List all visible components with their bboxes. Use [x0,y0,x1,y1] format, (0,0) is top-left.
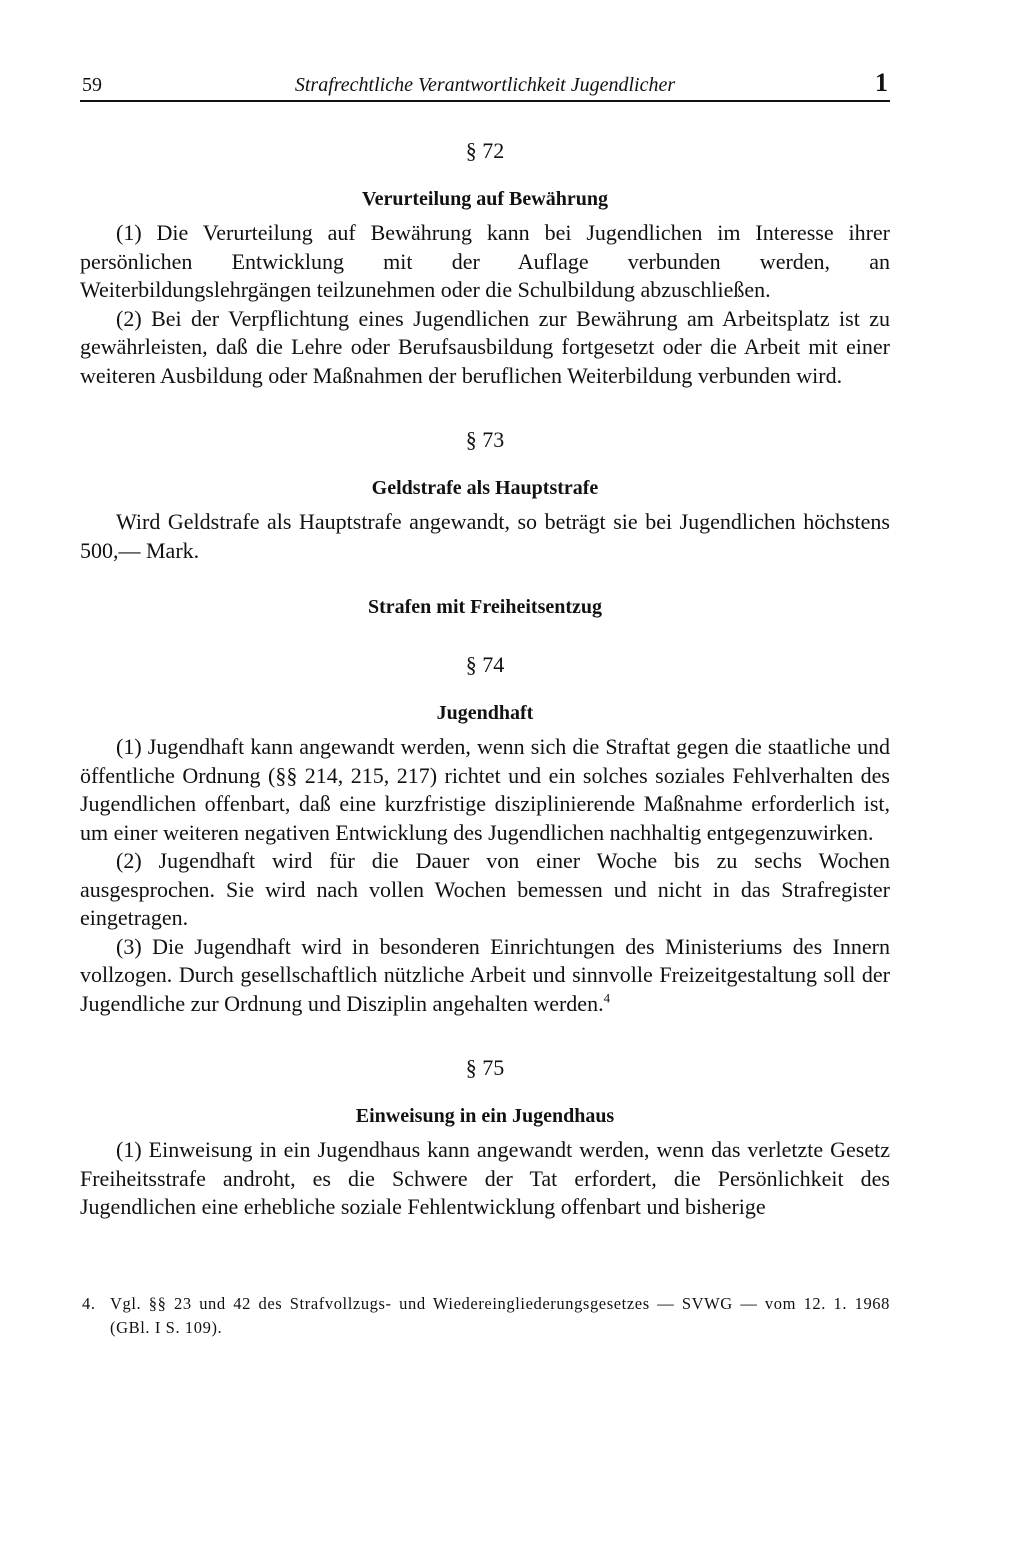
section-title: Verurteilung auf Bewährung [362,188,608,210]
footnote-number: 4. [82,1294,96,1313]
paragraph: (2) Jugendhaft wird für die Dauer von einer Woche bis zu sechs Wochen ausgesprochen. Sie wird nach vollen Wochen bemessen und nicht in das Strafregister eingetragen. [80,848,890,930]
footnote-text: Vgl. §§ 23 und 42 des Strafvollzugs- und Wiedereingliederungsgesetzes — SVWG — vom 12. 1. 1968 (GBl. I S. 109). [110,1294,890,1337]
paragraph: (1) Einweisung in ein Jugendhaus kann angewandt werden, wenn das verletzte Gesetz Freiheitsstrafe androht, es die Schwere der Tat erfordert, die Persönlichkeit des Jugendlichen eine erhebliche soziale Fehlentwicklung offenbart und bisherige [80,1137,890,1219]
paragraph: (2) Bei der Verpflichtung eines Jugendlichen zur Bewährung am Arbeitsplatz ist zu gewährleisten, daß die Lehre oder Berufsausbildung fortgesetzt oder die Arbeit mit einer weiteren Ausbildung oder Maßnahmen der beruflichen Weiterbildung verbunden wird. [80,305,890,388]
page-number: 59 [82,74,102,96]
section-title: Geldstrafe als Hauptstrafe [371,477,599,499]
paragraph [80,933,890,1019]
paragraph: (1) Jugendhaft kann angewandt werden, wenn sich die Straftat gegen die staatliche und öffentliche Ordnung (§§ 214, 215, 217) richtet und ein solches soziales Fehlverhalten des Jugendlichen offenbart, daß eine kurzfristige disziplinierende Maßnahme erforderlich ist, um einer weiteren negativen Entwicklung des Jugendlichen nachhaltig entgegenzuwirken. [80,734,890,845]
section-number: § 73 [465,427,505,452]
chapter-number: 1 [875,68,888,97]
group-heading: Strafen mit Freiheitsentzug [367,596,603,618]
section-title: Jugendhaft [436,702,534,724]
section-number: § 75 [465,1055,505,1080]
paragraph: Wird Geldstrafe als Hauptstrafe angewandt, so beträgt sie bei Jugendlichen höchstens 500,— Mark. [80,509,890,563]
section-number: § 74 [465,652,505,677]
footnote-ref: 4 [603,990,611,1006]
running-title: Strafrechtliche Verantwortlichkeit Jugendlicher [294,74,676,96]
main-text [80,135,890,1222]
section-title: Einweisung in ein Jugendhaus [355,1105,615,1127]
paragraph: (1) Die Verurteilung auf Bewährung kann bei Jugendlichen im Interesse ihrer persönlichen Entwicklung mit der Auflage verbunden werden, an Weiterbildungslehrgängen teilzunehmen oder die Schulbildung abzuschließen. [80,220,890,302]
header-rule [80,100,890,102]
running-header [80,68,890,102]
section-number: § 72 [465,138,505,163]
paragraph-text: (3) Die Jugendhaft wird in besonderen Einrichtungen des Ministeriums des Innern vollzogen. Durch gesellschaftlich nützliche Arbeit und sinnvolle Freizeitgestaltung soll der Jugendliche zur Ordnung und Disziplin angehalten werden. [80,933,890,1016]
footnote [80,1292,890,1340]
